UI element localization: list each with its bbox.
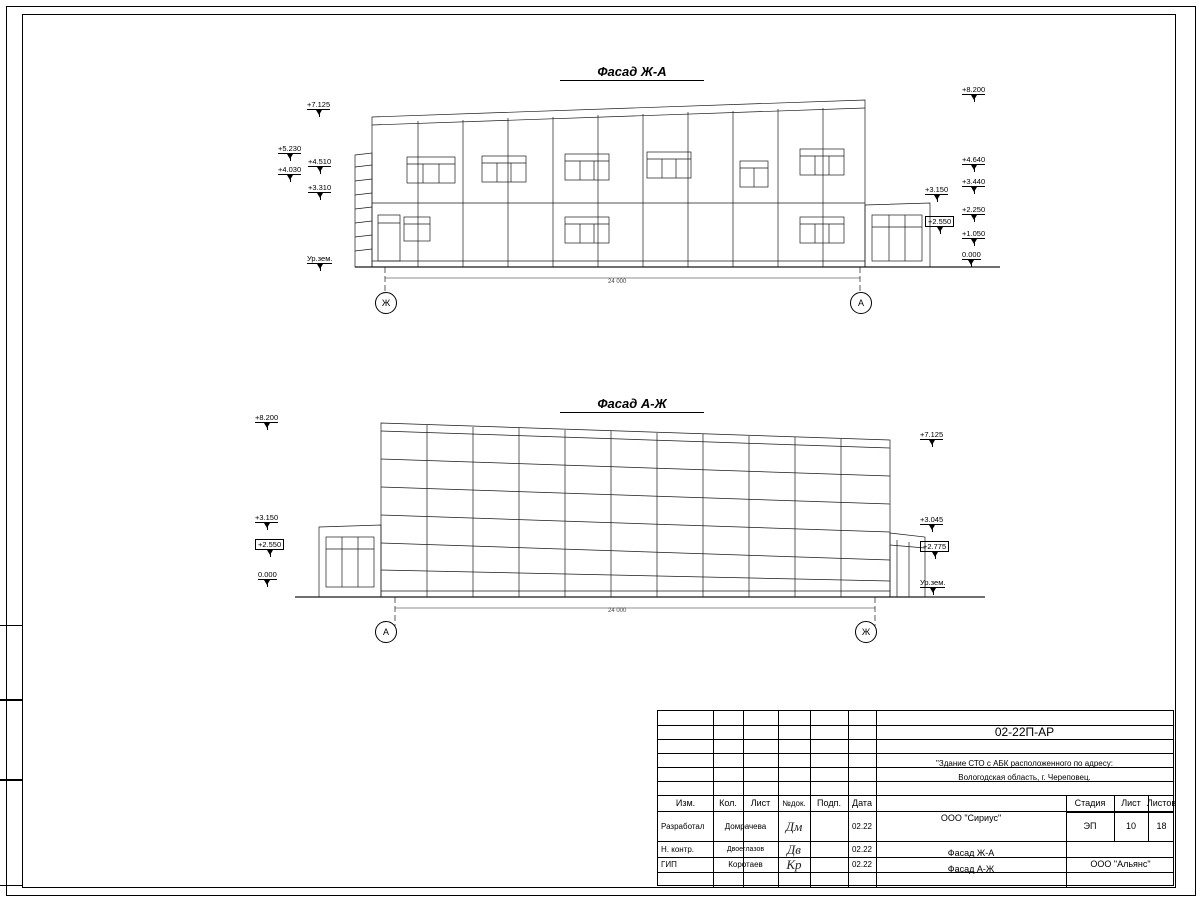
tb-stage-value: ЭП [1083, 821, 1097, 831]
level-arrow-icon [258, 580, 277, 587]
tb-row-sign-1: Дм [785, 818, 803, 834]
level-value: 0.000 [258, 570, 277, 579]
level-mark-right-8 [962, 250, 981, 267]
tb-sheet-value: 10 [1125, 821, 1136, 831]
level-mark-left-3 [308, 157, 331, 174]
tb-customer: ООО "Сириус" [940, 812, 1002, 823]
level-arrow-icon [920, 440, 943, 447]
elevation-facade-zh-a [300, 95, 1020, 325]
level-value: 0.000 [962, 250, 981, 259]
tb-sheets-header: Листов [1146, 798, 1177, 808]
axis-bubble-right-view1: А [850, 292, 872, 314]
level-mark-right-6 [925, 216, 954, 234]
ground-level-mark-view2 [920, 578, 945, 595]
level-arrow-icon [307, 110, 330, 117]
level-arrow-icon [255, 523, 278, 530]
level-mark-left-1 [307, 100, 330, 117]
level-arrow-icon [920, 525, 943, 532]
tb-col-ndok: №док. [782, 798, 806, 808]
tb-hline-code [876, 753, 1173, 754]
tb-drawing-title-2: Фасад А-Ж [947, 863, 995, 874]
level-value: +8.200 [255, 413, 279, 422]
tb-company: ООО "Альянс" [1090, 858, 1151, 869]
tb-row-role-3: ГИП [661, 860, 677, 869]
tb-row-sign-3: Кр [786, 857, 802, 872]
level-arrow-icon [255, 423, 278, 430]
tb-row-date-3: 02.22 [851, 860, 873, 869]
tb-row-date-2: 02.22 [851, 844, 873, 854]
level-mark-right-7 [962, 229, 985, 246]
level-arrow-icon [962, 260, 981, 267]
tb-row-name-1: Домрачева [724, 821, 767, 831]
axis-bubble-right-view2: Ж [855, 621, 877, 643]
level-arrow-icon [962, 187, 985, 194]
level-arrow-icon [278, 154, 301, 161]
level-mark-left-4 [278, 165, 301, 182]
tb-col-kol: Кол. [719, 797, 737, 808]
tb-project-code: 02-22П-АР [994, 724, 1055, 739]
tb-col-izm: Изм. [675, 797, 696, 808]
level-mark-right-3 [962, 177, 985, 194]
tb-row-sign-2: Дв [787, 841, 801, 857]
level-value: +4.510 [308, 157, 332, 166]
elevation-facade-a-zh [285, 415, 1015, 625]
tb-drawing-title-1: Фасад Ж-А [947, 847, 995, 858]
level-mark-v2-right-2 [920, 515, 943, 532]
level-value: +4.030 [278, 165, 302, 174]
level-value: +3.045 [920, 515, 944, 524]
tb-stage-header: Стадия [1074, 798, 1106, 808]
level-value: +3.150 [255, 513, 279, 522]
view-title-facade-a-zh: Фасад А-Ж [560, 396, 704, 413]
level-arrow-icon [278, 175, 301, 182]
level-arrow-icon [925, 195, 948, 202]
tb-col-data: Дата [852, 797, 872, 808]
elevation-facade-a-zh-svg [285, 415, 1015, 625]
tb-row-role-2: Н. контр. [661, 844, 695, 854]
level-value: +2.250 [962, 205, 986, 214]
level-arrow-icon [962, 215, 985, 222]
level-value: +4.640 [962, 155, 986, 164]
tb-col-podp: Подп. [817, 797, 841, 808]
elevation-facade-zh-a-svg [300, 95, 1020, 325]
axis-bubble-left-view1: Ж [375, 292, 397, 314]
binding-cell-3 [0, 780, 22, 886]
level-arrow-icon [962, 239, 985, 246]
level-value: +3.150 [925, 185, 949, 194]
level-value: +2.550 [255, 539, 284, 550]
level-mark-left-2 [278, 144, 301, 161]
level-value: +7.125 [307, 100, 331, 109]
tb-row-date-1: 02.22 [851, 821, 873, 831]
level-mark-right-5 [962, 205, 985, 222]
level-arrow-icon [920, 552, 949, 559]
dimension-label-view1: 24 000 [608, 279, 627, 285]
binding-strip [0, 625, 23, 886]
level-arrow-icon [307, 264, 332, 271]
level-value: +8.200 [962, 85, 986, 94]
level-value: +3.310 [308, 183, 332, 192]
level-mark-left-5 [308, 183, 331, 200]
view-title-facade-zh-a: Фасад Ж-А [560, 64, 704, 81]
level-mark-right-4 [925, 185, 948, 202]
level-arrow-icon [962, 165, 985, 172]
tb-object-line2: Вологодская область, г. Череповец. [958, 772, 1091, 782]
binding-cell-1 [0, 625, 22, 700]
level-arrow-icon [308, 193, 331, 200]
tb-object-line1: "Здание СТО с АБК расположенного по адресу: [936, 758, 1113, 768]
level-value: +3.440 [962, 177, 986, 186]
level-value: +2.775 [920, 541, 949, 552]
tb-sheets-value: 18 [1156, 821, 1167, 831]
ground-level-mark-view1 [307, 254, 332, 271]
level-mark-v2-right-1 [920, 430, 943, 447]
level-mark-v2-left-1 [255, 413, 278, 430]
level-arrow-icon [962, 95, 985, 102]
level-value: +2.550 [925, 216, 954, 227]
tb-col-list: Лист [750, 797, 771, 808]
axis-bubble-left-view2: А [375, 621, 397, 643]
dimension-label-view2: 24 000 [608, 608, 627, 614]
level-value: +7.125 [920, 430, 944, 439]
level-arrow-icon [255, 550, 284, 557]
ground-level-label: Ур.зем. [307, 254, 333, 263]
tb-row-name-2: Двоеглазов [726, 845, 765, 853]
level-mark-right-2 [962, 155, 985, 172]
tb-row-role-1: Разработал [661, 821, 705, 831]
level-mark-v2-left-2 [255, 513, 278, 530]
level-arrow-icon [308, 167, 331, 174]
level-arrow-icon [925, 227, 954, 234]
level-mark-v2-left-3 [255, 539, 284, 557]
tb-sheet-header: Лист [1121, 798, 1141, 808]
title-block [657, 710, 1177, 886]
level-mark-v2-left-4 [258, 570, 277, 587]
ground-level-label: Ур.зем. [920, 578, 946, 587]
level-mark-v2-right-3 [920, 541, 949, 559]
level-arrow-icon [920, 588, 945, 595]
level-value: +5.230 [278, 144, 302, 153]
binding-cell-2 [0, 700, 22, 780]
level-mark-right-1 [962, 85, 985, 102]
level-value: +1.050 [962, 229, 986, 238]
tb-row-name-3: Коротаев [728, 860, 763, 869]
